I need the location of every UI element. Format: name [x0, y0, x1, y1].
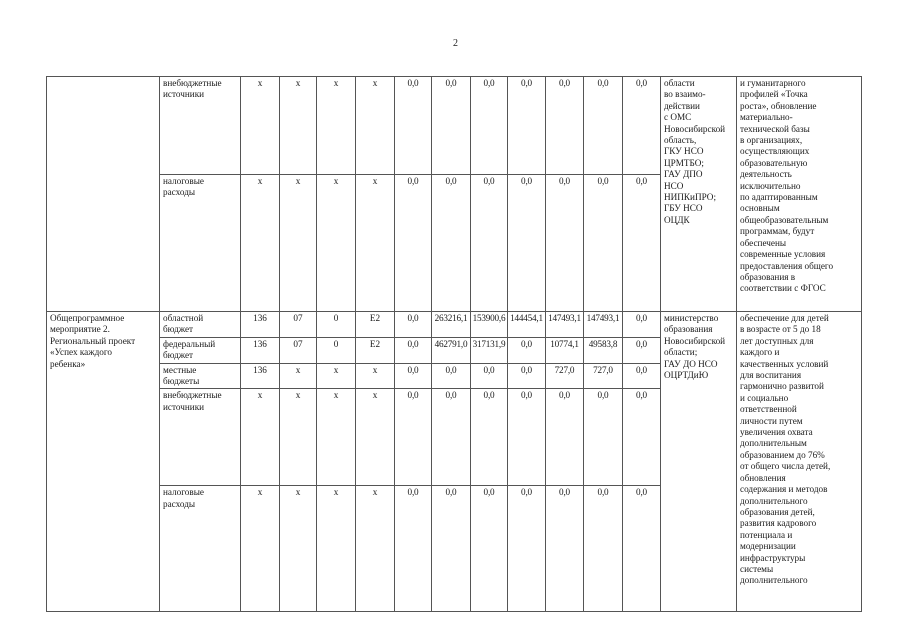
amount-cell: 0,0 — [432, 389, 471, 486]
amount-cell: 0,0 — [623, 312, 661, 338]
rz-cell: x — [280, 77, 317, 175]
amount-cell: 0,0 — [432, 363, 471, 389]
amount-cell: 0,0 — [395, 389, 432, 486]
rz-cell: 07 — [280, 337, 317, 363]
rz-cell: x — [280, 389, 317, 486]
pr-cell: x — [317, 363, 356, 389]
amount-cell: 0,0 — [395, 337, 432, 363]
cs-cell: E2 — [356, 312, 395, 338]
amount-cell: 0,0 — [508, 77, 546, 175]
amount-cell: 0,0 — [508, 486, 546, 612]
amount-cell: 0,0 — [508, 363, 546, 389]
rz-cell: x — [280, 175, 317, 312]
pr-cell: x — [317, 175, 356, 312]
rz-cell: x — [280, 363, 317, 389]
grbs-cell: x — [241, 175, 280, 312]
page-number: 2 — [453, 38, 458, 49]
executors-cell: области во взаимо- действии с ОМС Новосибирской область, ГКУ НСО ЦРМТБО; ГАУ ДПО НСО НИПКиПРО; ГБУ НСО ОЦДК — [661, 77, 737, 312]
amount-cell: 0,0 — [623, 77, 661, 175]
amount-cell: 0,0 — [508, 389, 546, 486]
amount-cell: 0,0 — [623, 486, 661, 612]
grbs-cell: x — [241, 77, 280, 175]
rz-cell: 07 — [280, 312, 317, 338]
grbs-cell: x — [241, 486, 280, 612]
amount-cell: 0,0 — [471, 77, 508, 175]
amount-cell: 0,0 — [546, 389, 584, 486]
cs-cell: x — [356, 389, 395, 486]
amount-cell: 0,0 — [395, 363, 432, 389]
funding-source-cell: внебюджетные источники — [160, 77, 241, 175]
cs-cell: x — [356, 175, 395, 312]
amount-cell: 0,0 — [623, 175, 661, 312]
amount-cell: 0,0 — [471, 389, 508, 486]
funding-source-cell: внебюджетные источники — [160, 389, 241, 486]
funding-source-cell: налоговые расходы — [160, 486, 241, 612]
grbs-cell: 136 — [241, 363, 280, 389]
amount-cell: 727,0 — [584, 363, 623, 389]
amount-cell: 0,0 — [471, 363, 508, 389]
pr-cell: 0 — [317, 312, 356, 338]
amount-cell: 317131,9 — [471, 337, 508, 363]
amount-cell: 0,0 — [471, 175, 508, 312]
amount-cell: 144454,1 — [508, 312, 546, 338]
cs-cell: x — [356, 77, 395, 175]
amount-cell: 0,0 — [546, 486, 584, 612]
amount-cell: 0,0 — [584, 486, 623, 612]
amount-cell: 0,0 — [395, 486, 432, 612]
amount-cell: 147493,1 — [584, 312, 623, 338]
amount-cell: 0,0 — [432, 486, 471, 612]
financing-table — [46, 76, 862, 612]
cs-cell: x — [356, 486, 395, 612]
table-row — [47, 312, 862, 338]
amount-cell: 0,0 — [432, 77, 471, 175]
amount-cell: 0,0 — [623, 363, 661, 389]
amount-cell: 0,0 — [584, 77, 623, 175]
amount-cell: 10774,1 — [546, 337, 584, 363]
rz-cell: x — [280, 486, 317, 612]
funding-source-cell: федеральный бюджет — [160, 337, 241, 363]
amount-cell: 0,0 — [623, 389, 661, 486]
amount-cell: 0,0 — [546, 77, 584, 175]
grbs-cell: 136 — [241, 337, 280, 363]
funding-source-cell: областной бюджет — [160, 312, 241, 338]
pr-cell: 0 — [317, 337, 356, 363]
measure-cell: Общепрограммное мероприятие 2. Региональный проект «Успех каждого ребенка» — [47, 312, 160, 612]
amount-cell: 0,0 — [395, 312, 432, 338]
executors-cell: министерство образования Новосибирской области; ГАУ ДО НСО ОЦРТДиЮ — [661, 312, 737, 612]
amount-cell: 263216,1 — [432, 312, 471, 338]
cs-cell: E2 — [356, 337, 395, 363]
funding-source-cell: местные бюджеты — [160, 363, 241, 389]
grbs-cell: 136 — [241, 312, 280, 338]
amount-cell: 0,0 — [432, 175, 471, 312]
amount-cell: 0,0 — [584, 389, 623, 486]
pr-cell: x — [317, 389, 356, 486]
amount-cell: 0,0 — [395, 175, 432, 312]
amount-cell: 462791,0 — [432, 337, 471, 363]
amount-cell: 147493,1 — [546, 312, 584, 338]
table-row — [47, 77, 862, 175]
funding-source-cell: налоговые расходы — [160, 175, 241, 312]
result-cell: обеспечение для детей в возрасте от 5 до 18 лет доступных для каждого и качественных условий для воспитания гармонично развитой и социально ответственной личности путем увеличения охвата дополнительным образованием до 76% от общего числа детей, обновления содержания и методов дополнительного образования детей, развития кадрового потенциала и модернизации инфраструктуры системы дополнительного — [737, 312, 862, 612]
measure-cell — [47, 77, 160, 312]
pr-cell: x — [317, 486, 356, 612]
amount-cell: 49583,8 — [584, 337, 623, 363]
amount-cell: 727,0 — [546, 363, 584, 389]
cs-cell: x — [356, 363, 395, 389]
amount-cell: 0,0 — [623, 337, 661, 363]
amount-cell: 0,0 — [395, 77, 432, 175]
amount-cell: 153900,6 — [471, 312, 508, 338]
pr-cell: x — [317, 77, 356, 175]
result-cell: и гуманитарного профилей «Точка роста», обновление материально- технической базы в организациях, осуществляющих образовательную деятельность исключительно по адаптированным основным общеобразовательным программам, будут обеспечены современные условия предоставления общего образования в соответствии с ФГОС — [737, 77, 862, 312]
amount-cell: 0,0 — [546, 175, 584, 312]
grbs-cell: x — [241, 389, 280, 486]
amount-cell: 0,0 — [508, 175, 546, 312]
amount-cell: 0,0 — [508, 337, 546, 363]
amount-cell: 0,0 — [584, 175, 623, 312]
amount-cell: 0,0 — [471, 486, 508, 612]
